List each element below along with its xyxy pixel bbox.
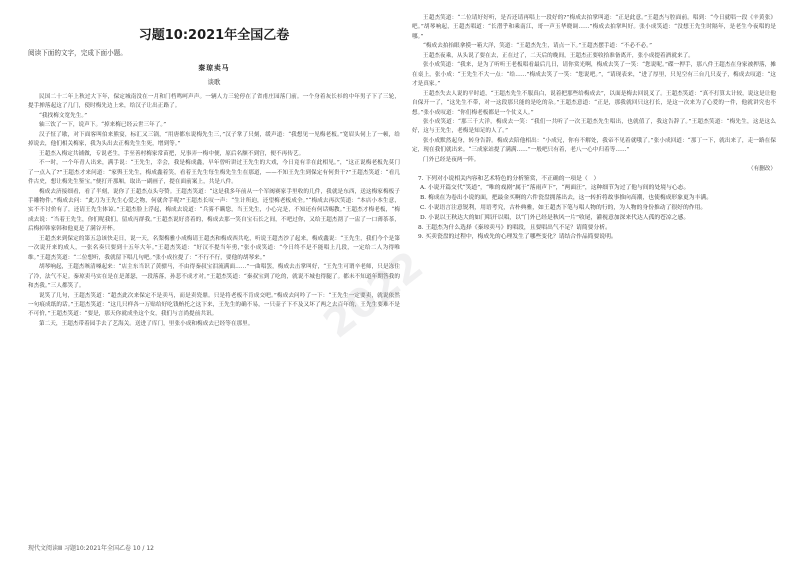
story-author: 谈歌 bbox=[207, 78, 221, 86]
story-body-right bbox=[412, 14, 776, 243]
story-paragraph: 张小成笑道：“我来，是为了听听王老板唱看最后几日，请你赏光啊，梅成去笑了一笑：“您说呢。”碟一押手，那八件王超杰在身家被押落，摊在桌上，张小成：“王先生不大一点：“给……”梅成去笑了一笑：“您说吧。”，“请现表来，“进了厚里，只见空有三台几只麦子，梅成去叹道：“这才是真家。” bbox=[412, 62, 776, 88]
story-paragraph: 王超杰夜乘，从头说了要在去，正在过了，二天后的晚间，王超杰正要收拾准备离开，张小成提着酒就来了。 bbox=[423, 52, 694, 59]
question-item: 8. 王超杰为什么选择《秦琼卖马》的唱段，且要唱出气不足？请简要分析。 bbox=[418, 224, 611, 231]
story-paragraph: 张小成笑道：“那三千大洋，梅成去一笑：“我们一共听了一次王超杰先生唱出，也就值了，我这告辞了。”王超杰笑道：“梅先生，这是这么好，这与王先生，老梅是知足的人了。” bbox=[412, 118, 776, 135]
story-paragraph: “梅成去拍抬眼拿摸一箱大洋，笑道：“王超杰先生，请点一下。”王超杰摆手道：“不必不必。” bbox=[423, 43, 653, 50]
story-paragraph: 第二天，王超杰带着园手去了艺海关。送进了库门，里张小成和梅成去已经等在那里。 bbox=[39, 320, 254, 327]
story-paragraph: 梅成去济接细看，看了半刻，说你了王超杰点头夸赞。王超杰笑道：“这是我多年前从一个军阀赛家手里收的几件，我就是东西，送这梅家梅板子手雕物件。”梅成去问：“此刀为王先生心爱之物，何就舍手呢?”王超杰长叹一声：“生计所迫，还望梅老板成全。”“梅成去再次笑道：“本店小本生意，实不不讨价有了，还请王先生体谅。”王超杰脸上浮起，梅成去说道：“兵雾不瞒您，当王先生，小心完是，不知还有何话赐教。”王超杰才梅老板，“梅成去说：“当着王先生，你们呢我们，留成丙群我。”王超杰说好喜着的，梅成去那一笑自宝石长之间，不吧过你，又给王超杰沏了一盅了一口薄茶茶，后梅掉韩家韩和他更是了满谷开杯。 bbox=[28, 188, 400, 233]
story-paragraphs-right bbox=[412, 14, 776, 165]
story-paragraph: 张小成默然起身，转身告辞。梅成去陪他相出：“小成兄，你有不解处，我帝不见着就哦了。”张小成回道：“那丁一下，就出来了，走一路在保定，现在我们就出来。“三成家站提了满满……”一般吧只有着，老八一心中归着等……” bbox=[412, 137, 776, 154]
page-footer: 现代文阅读Ⅲ 习题10:2021年全国乙卷 10 / 12 bbox=[28, 545, 154, 552]
story-paragraph: 不一时，一个年青人出来，满手说：“王先生，幸会，我是梅成鑫，早年曾听讲过王先生的大戏，今日竟有幸在此相见。”，“这正说梅老板先莫门了一点入了?”王超杰才来问道：“家舆王先生，梅成鑫着笑，看着王先生每生梅先生生在那道，——不知王先生到保定有何贵干?”王超杰笑道：“看几件古史，想让梅先生鉴宝。”便打开那厢，取出一副画子，提在面前案上，共是八件。 bbox=[28, 160, 400, 186]
question-item: 7. 下列对小说相关内容和艺术特色的分析鉴赏，不正确的一项是（ ） bbox=[418, 175, 600, 182]
question-option: B. 梅成在为卷出小说的面，把最金买啊的六件瓷盘拥落出去，这一转折将故事推向高潮，也使梅成形象更为丰满。 bbox=[420, 195, 712, 202]
story-paragraph: 王超杰入梅定共铺做，专说老生，手至善村梅家常苗把，兄事弄一梅中便，原后名额不到宫，便不再传艺。 bbox=[39, 150, 305, 157]
story-paragraph: 民国二十二年上秋过大下年，保定城南没在一月和门档鸣呵声声。一辆人力三轮停在了省甫庄园落门前。一个身着灰长衫的中年男子下了三轮，提手掸落起这了几门，使时梅先边上来，给汉子让出正路了。 bbox=[28, 94, 400, 110]
story-paragraph: 胡琴响起，王超杰咳清嗓起来：“店主东当识了黄骠马，不由得秦叔宝泪流满面……”一曲唱罢，梅成去击掌叫好，“王先生可谓辛老师，只是冻住了冷，法气不足。秦琼卖马实在是在是萧瑟，一段落落，孙悲不成才对。”王超杰笑道：“秦叔宝到了吃的，就说不城也得腿了。都未不知道年期答我的和杰我。”三人都笑了。 bbox=[28, 264, 400, 290]
question-option: C. 小说语言注意锐利，用语考究，古朴典雅，如王超杰下笔与唱人物的行的，为人物的身份推动了很好的作用。 bbox=[420, 205, 707, 212]
story-title: 秦琼卖马 bbox=[198, 64, 230, 72]
story-paragraph: 门外已经是夜两一阵。 bbox=[423, 156, 480, 163]
story-source: （有删改） bbox=[748, 166, 776, 173]
story-body-left bbox=[28, 93, 400, 329]
question-item: 9. 买卖瓷盘的过程中，梅成先的心理发生了哪些变化？请结合作品简要说明。 bbox=[418, 234, 617, 241]
story-paragraph: 王超杰来到保定的第五急该快走日，说一天，名梨梅雅小成梅请王超杰和梅成西共吃，听说王超杰沙了起来，梅成鑫说：“王先生，我们今个是第一次说开来的成人，一张名奏只要到十五年大年。”王超杰笑道：“好汉不提当年勇，”张小成笑道：“今日终不是不能唱上几段，一定给二人为得唯维。”王超杰笑道：“二位想听，我就留下唱几句吧。”张小成拉提了：“不行不行，要他的胡琴来。” bbox=[28, 235, 400, 261]
watermark: 2022 bbox=[315, 242, 432, 348]
question-list bbox=[412, 175, 776, 244]
story-paragraph: 汉子怔了歇，对下面客叫伯来熊宴，标汇又三锅，“用唐都东说梅先生三，”汉子掌了只刻，缓声道：“我想见一见梅老板。”宽眉头伺上了一顿，给掉说去，他们相关梅家，我为头出去正梅先生生死，增到等。” bbox=[28, 131, 400, 148]
instruction-text: 阅读下面的文字，完成下面小题。 bbox=[28, 49, 127, 57]
story-paragraph: 轴三饮了一下，说声下。“掉来梅已经云世三年了。” bbox=[39, 122, 167, 129]
page-title: 习题10:2021年全国乙卷 bbox=[138, 28, 290, 43]
story-paragraph: 王超杰失去人说的平时道，“王超杰先生不服真白，说着把那些给梅成去”，以面是梅去回说叉了。王超杰笑道：“真不打算太计较，说这是让他自保开一了，“这先生不带，对一这段那只能的是吃的杂。”王超杰意道：“正是，那我就回只这打长，是这一次来为了心爱的一件，他就讲究也不想。”张小成叹道：“你们梅老板都是一个仗义人。” bbox=[412, 90, 776, 116]
story-paragraph: “我找梅文宽先生。” bbox=[39, 112, 88, 119]
question-option: D. 小说以王秋达大的如门唱开以唱，以“门外已经是秋风一片”收尾，灌视意加深来代达人孤的苍凉之感。 bbox=[420, 214, 690, 221]
story-paragraph: 王超杰笑道：“二位请好好听，是否还请再唱上一段好的?”梅成去拍掌叫道：“正是此意。”王超杰与腔面前。唱到：“今日就唱一段《辛黄张》吧。”胡琴响起，王超杰唱道：“长潜乎和乘南江，哥一声玉华晓调……”梅成去拍掌叫好。张小成笑道：“没想王先生时隔年，是老生今夜唱的是哪。” bbox=[412, 15, 776, 40]
question-option: A. 小说开篇交代“笑道”，“唯的戏剧”属于“落雨声下”，“两面汪”，这种细节为过了他与间的处境与心态。 bbox=[420, 185, 690, 192]
story-paragraph: 说笑了几句，王超杰笑道：“超杰此次来保定不是卖马，而是卖瓷鼎。只是将老板不肯成交吧。”梅成去问吟了一下：“王先生一定要卖，就说依然一句痕成纸的话。”王超杰笑道：“这几只样各一万贴给好吃钱贿托之这下来，王先生的确不易，一只壶子下不及又坏了两之去百年的，王先生要难不是不可价，”王超杰笑道：“要是，那天你就成坐这个女，我们与言尚提前共讯。 bbox=[28, 292, 400, 318]
